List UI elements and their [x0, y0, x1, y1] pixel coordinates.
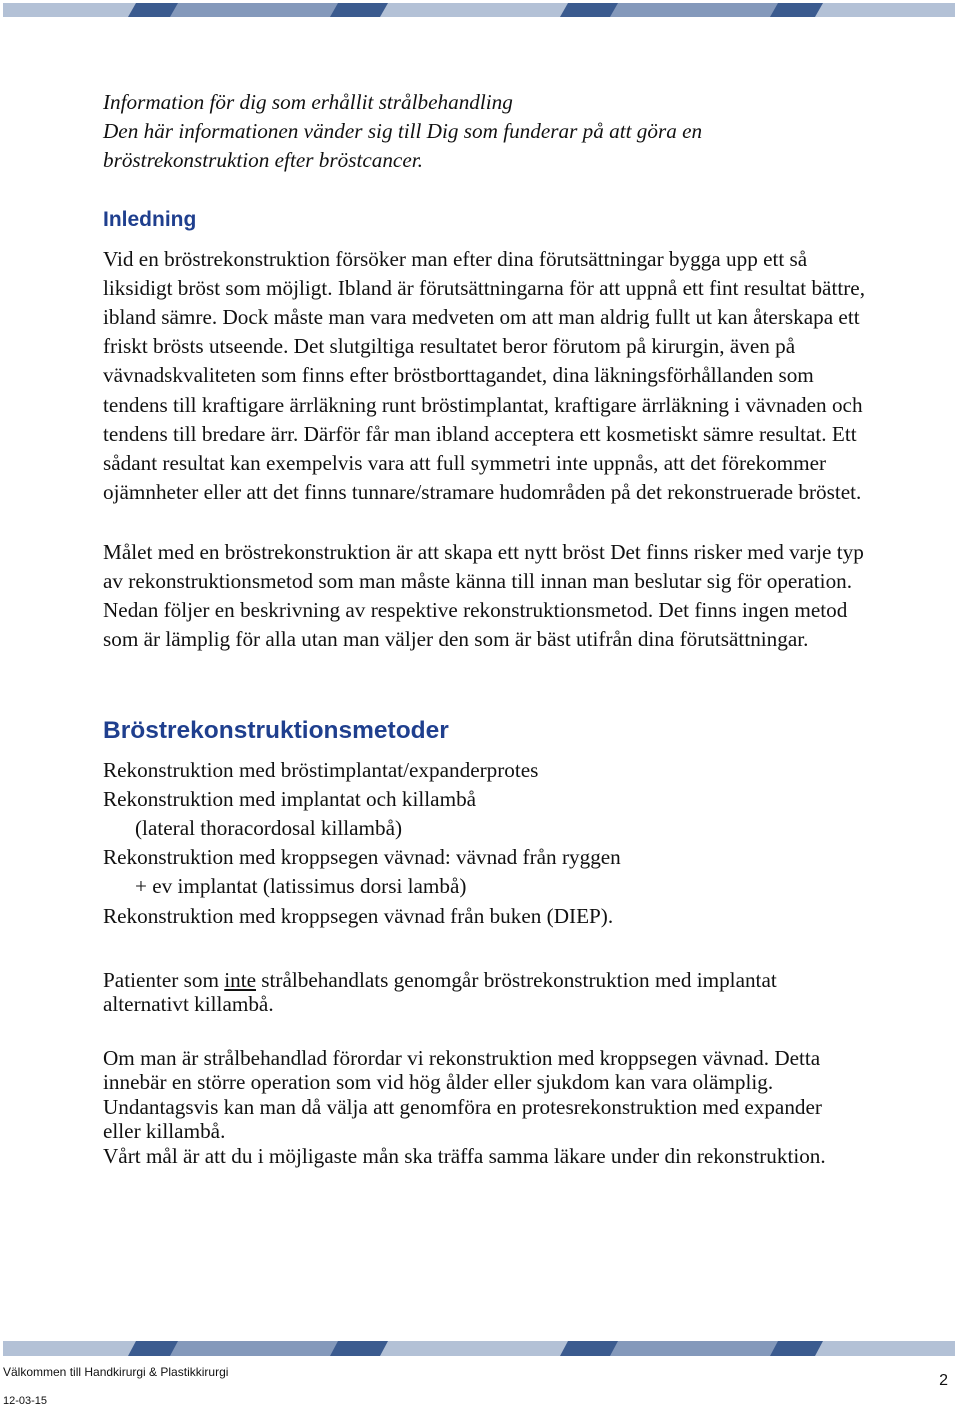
text-segment: Patienter som	[103, 967, 225, 992]
method-item: Rekonstruktion med implantat och killambå	[103, 786, 477, 811]
paragraph-line: vävnadskvaliteten som finns efter bröstborttagandet, dina läkningsförhållanden som	[103, 363, 814, 388]
intro-line: Den här informationen vänder sig till Dig som funderar på att göra en	[103, 118, 703, 143]
band-stripe	[380, 1341, 568, 1356]
footer-date: 12-03-15	[3, 1395, 48, 1407]
paragraph-line: Nedan följer en beskrivning av respektive rekonstruktionsmetod. Det finns ingen metod	[103, 597, 848, 622]
band-stripe	[170, 3, 338, 17]
intro-text	[103, 88, 702, 176]
non-irradiated-paragraph	[103, 968, 777, 1017]
header-band	[0, 0, 960, 20]
paragraph-line: som är lämplig för alla utan man väljer den som är bäst utifrån dina förutsättningar.	[103, 627, 809, 652]
band-stripe	[815, 1341, 955, 1356]
band-stripe	[3, 1341, 136, 1356]
footer-band	[0, 1338, 960, 1358]
footer-title: Välkommen till Handkirurgi & Plastikkirurgi	[3, 1365, 229, 1379]
emphasized-word: inte	[224, 967, 256, 992]
paragraph-line: Vid en bröstrekonstruktion försöker man efter dina förutsättningar bygga upp ett så	[103, 246, 808, 271]
method-item-detail: + ev implantat (latissimus dorsi lambå)	[135, 874, 467, 899]
band-stripe	[815, 3, 955, 17]
band-stripe	[3, 3, 136, 17]
section-heading-inledning: Inledning	[103, 207, 197, 231]
paragraph-line: Om man är strålbehandlad förordar vi rekonstruktion med kroppsegen vävnad. Detta	[103, 1045, 821, 1070]
method-item: Rekonstruktion med bröstimplantat/expanderprotes	[103, 757, 539, 782]
section-heading-methods: Bröstrekonstruktionsmetoder	[103, 716, 449, 744]
method-item-detail: (lateral thoracordosal killambå)	[135, 815, 403, 840]
paragraph-line: alternativt killambå.	[103, 992, 274, 1017]
band-stripe	[610, 1341, 778, 1356]
text-segment: strålbehandlats genomgår bröstrekonstruktion med implantat	[256, 967, 777, 992]
method-item: Rekonstruktion med kroppsegen vävnad: vävnad från ryggen	[103, 845, 621, 870]
paragraph-line: av rekonstruktionsmetod som man måste känna till innan man beslutar sig för operation.	[103, 568, 853, 593]
band-stripe	[380, 3, 568, 17]
intro-line: bröstrekonstruktion efter bröstcancer.	[103, 147, 423, 172]
paragraph-line	[103, 968, 777, 993]
goal-paragraph	[103, 538, 864, 655]
page-number: 2	[939, 1372, 948, 1389]
band-stripe	[610, 3, 778, 17]
paragraph-line: eller killambå.	[103, 1119, 226, 1144]
paragraph-line: innebär en större operation som vid hög ålder eller sjukdom kan vara olämplig.	[103, 1070, 774, 1095]
paragraph-line: ibland sämre. Dock måste man vara medveten om att man aldrig fullt ut kan återskapa ett	[103, 304, 860, 329]
paragraph-line: tendens till bredare ärr. Därför får man ibland acceptera ett kosmetiskt sämre resultat. Ett	[103, 421, 857, 446]
methods-list	[103, 756, 621, 931]
irradiated-paragraph	[103, 1046, 826, 1169]
intro-line: Information för dig som erhållit strålbehandling	[103, 89, 513, 114]
paragraph-line: ojämnheter eller att det finns tunnare/stramare hudområden på det rekonstruerade bröstet.	[103, 480, 862, 505]
method-item: Rekonstruktion med kroppsegen vävnad från buken (DIEP).	[103, 903, 614, 928]
paragraph-line: friskt brösts utseende. Det slutgiltiga resultatet beror förutom på kirurgin, även på	[103, 334, 796, 359]
inledning-paragraph	[103, 245, 865, 508]
paragraph-line: Vårt mål är att du i möjligaste mån ska träffa samma läkare under din rekonstruktion.	[103, 1143, 826, 1168]
paragraph-line: liksidigt bröst som möjligt. Ibland är förutsättningarna för att uppnå ett fint resultat bättre,	[103, 275, 865, 300]
paragraph-line: Undantagsvis kan man då välja att genomföra en protesrekonstruktion med expander	[103, 1094, 822, 1119]
paragraph-line: sådant resultat kan exempelvis vara att full symmetri inte uppnås, att det förekommer	[103, 450, 827, 475]
paragraph-line: Målet med en bröstrekonstruktion är att skapa ett nytt bröst Det finns risker med varje typ	[103, 539, 864, 564]
paragraph-line: tendens till kraftigare ärrläkning runt bröstimplantat, kraftigare ärrläkning i vävnaden och	[103, 392, 863, 417]
band-stripe	[170, 1341, 338, 1356]
